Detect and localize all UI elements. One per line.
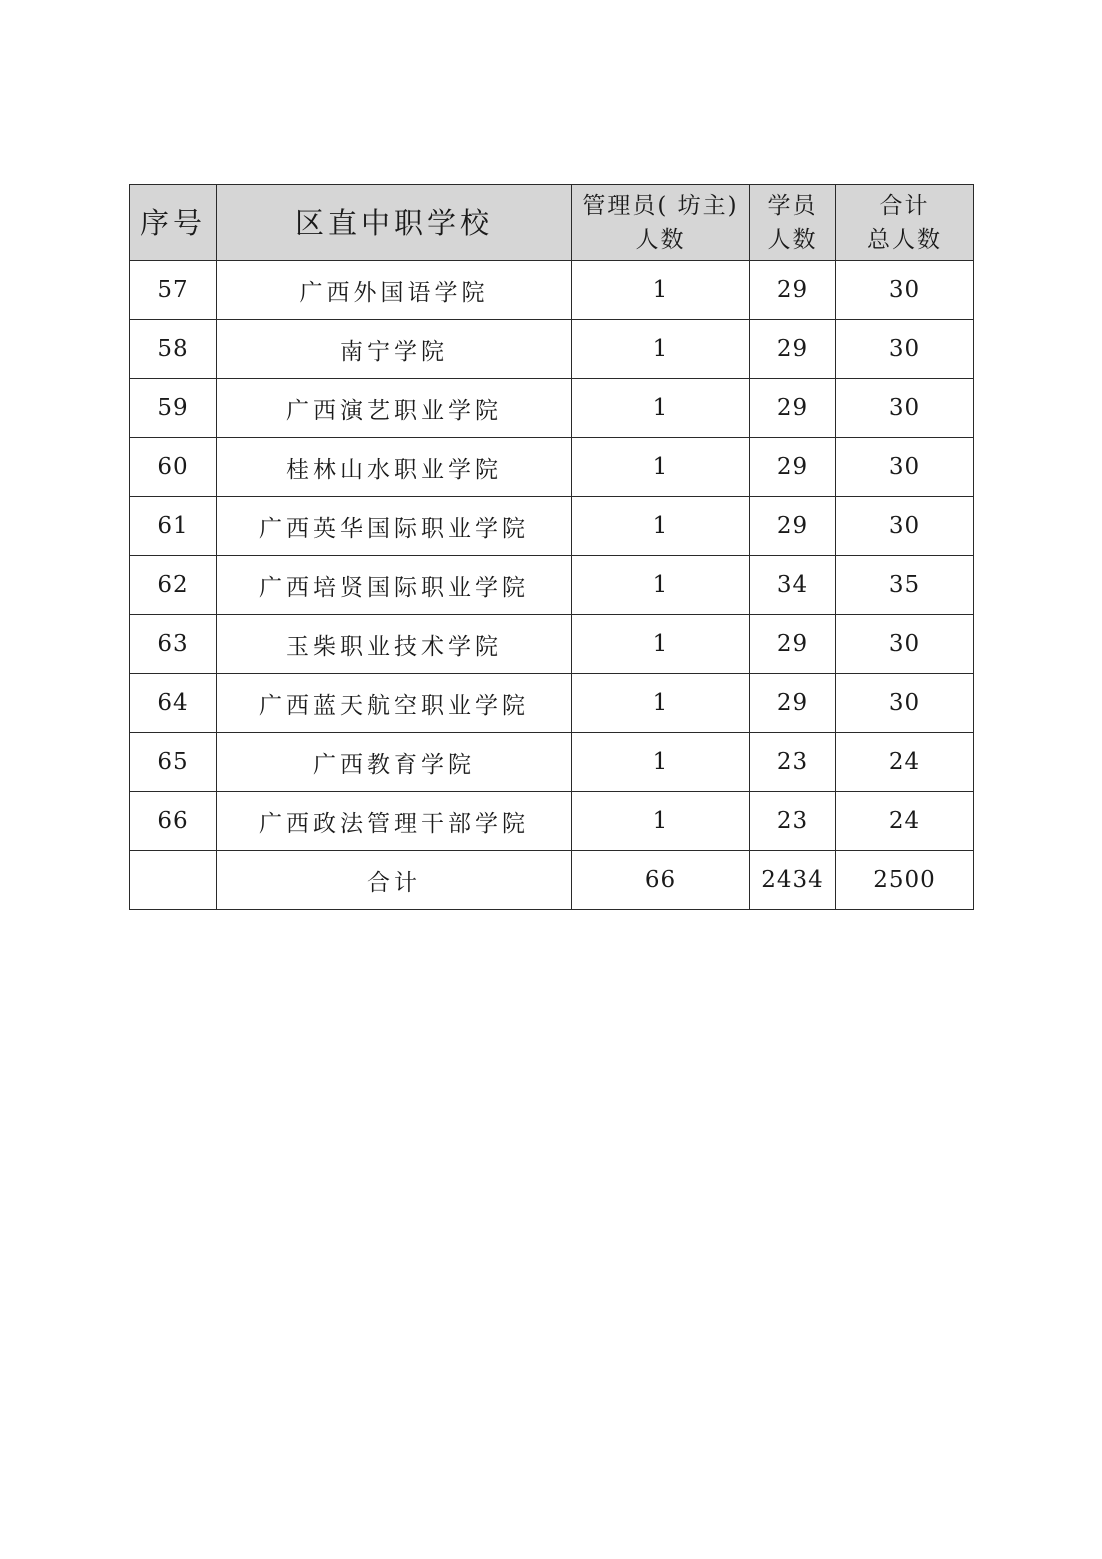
table-body xyxy=(130,261,974,910)
cell-total: 30 xyxy=(836,438,974,497)
cell-index: 59 xyxy=(130,379,217,438)
cell-school: 广西外国语学院 xyxy=(217,261,572,320)
table-row xyxy=(130,556,974,615)
summary-label: 合计 xyxy=(217,851,572,910)
cell-students: 29 xyxy=(750,320,836,379)
roster-table xyxy=(129,184,974,910)
header-admin-line1: 管理员( 坊主) xyxy=(582,192,739,219)
cell-total: 24 xyxy=(836,792,974,851)
cell-total: 24 xyxy=(836,733,974,792)
summary-index xyxy=(130,851,217,910)
cell-admin: 1 xyxy=(572,792,750,851)
cell-index: 57 xyxy=(130,261,217,320)
summary-admin: 66 xyxy=(572,851,750,910)
header-students xyxy=(750,185,836,261)
cell-school: 广西培贤国际职业学院 xyxy=(217,556,572,615)
table-row xyxy=(130,379,974,438)
cell-total: 30 xyxy=(836,320,974,379)
cell-index: 58 xyxy=(130,320,217,379)
header-students-line2: 人数 xyxy=(767,226,818,253)
cell-school: 广西政法管理干部学院 xyxy=(217,792,572,851)
summary-row xyxy=(130,851,974,910)
cell-total: 30 xyxy=(836,379,974,438)
cell-students: 29 xyxy=(750,379,836,438)
cell-total: 30 xyxy=(836,497,974,556)
cell-index: 62 xyxy=(130,556,217,615)
header-index: 序号 xyxy=(130,185,217,261)
cell-total: 30 xyxy=(836,615,974,674)
cell-total: 35 xyxy=(836,556,974,615)
table-row xyxy=(130,497,974,556)
table-header xyxy=(130,185,974,261)
cell-admin: 1 xyxy=(572,497,750,556)
cell-admin: 1 xyxy=(572,674,750,733)
cell-index: 63 xyxy=(130,615,217,674)
header-admin xyxy=(572,185,750,261)
table-row xyxy=(130,674,974,733)
table-row xyxy=(130,615,974,674)
cell-students: 29 xyxy=(750,615,836,674)
summary-students: 2434 xyxy=(750,851,836,910)
cell-students: 34 xyxy=(750,556,836,615)
cell-school: 桂林山水职业学院 xyxy=(217,438,572,497)
header-row xyxy=(130,185,974,261)
cell-students: 23 xyxy=(750,733,836,792)
cell-school: 广西教育学院 xyxy=(217,733,572,792)
table-row xyxy=(130,261,974,320)
cell-index: 66 xyxy=(130,792,217,851)
cell-index: 64 xyxy=(130,674,217,733)
cell-total: 30 xyxy=(836,261,974,320)
table-row xyxy=(130,792,974,851)
cell-school: 广西英华国际职业学院 xyxy=(217,497,572,556)
cell-index: 65 xyxy=(130,733,217,792)
header-total-line1: 合计 xyxy=(879,192,930,219)
cell-admin: 1 xyxy=(572,379,750,438)
cell-index: 60 xyxy=(130,438,217,497)
cell-index: 61 xyxy=(130,497,217,556)
table-row xyxy=(130,733,974,792)
cell-admin: 1 xyxy=(572,261,750,320)
cell-school: 广西演艺职业学院 xyxy=(217,379,572,438)
cell-school: 广西蓝天航空职业学院 xyxy=(217,674,572,733)
cell-students: 29 xyxy=(750,261,836,320)
cell-admin: 1 xyxy=(572,615,750,674)
cell-school: 南宁学院 xyxy=(217,320,572,379)
summary-total: 2500 xyxy=(836,851,974,910)
header-admin-line2: 人数 xyxy=(635,226,686,253)
cell-admin: 1 xyxy=(572,438,750,497)
table-row xyxy=(130,438,974,497)
cell-school: 玉柴职业技术学院 xyxy=(217,615,572,674)
header-students-line1: 学员 xyxy=(767,192,818,219)
cell-students: 23 xyxy=(750,792,836,851)
cell-admin: 1 xyxy=(572,733,750,792)
cell-students: 29 xyxy=(750,674,836,733)
cell-admin: 1 xyxy=(572,556,750,615)
cell-admin: 1 xyxy=(572,320,750,379)
header-total xyxy=(836,185,974,261)
header-school: 区直中职学校 xyxy=(217,185,572,261)
table-row xyxy=(130,320,974,379)
header-total-line2: 总人数 xyxy=(867,226,942,253)
cell-students: 29 xyxy=(750,497,836,556)
cell-students: 29 xyxy=(750,438,836,497)
cell-total: 30 xyxy=(836,674,974,733)
